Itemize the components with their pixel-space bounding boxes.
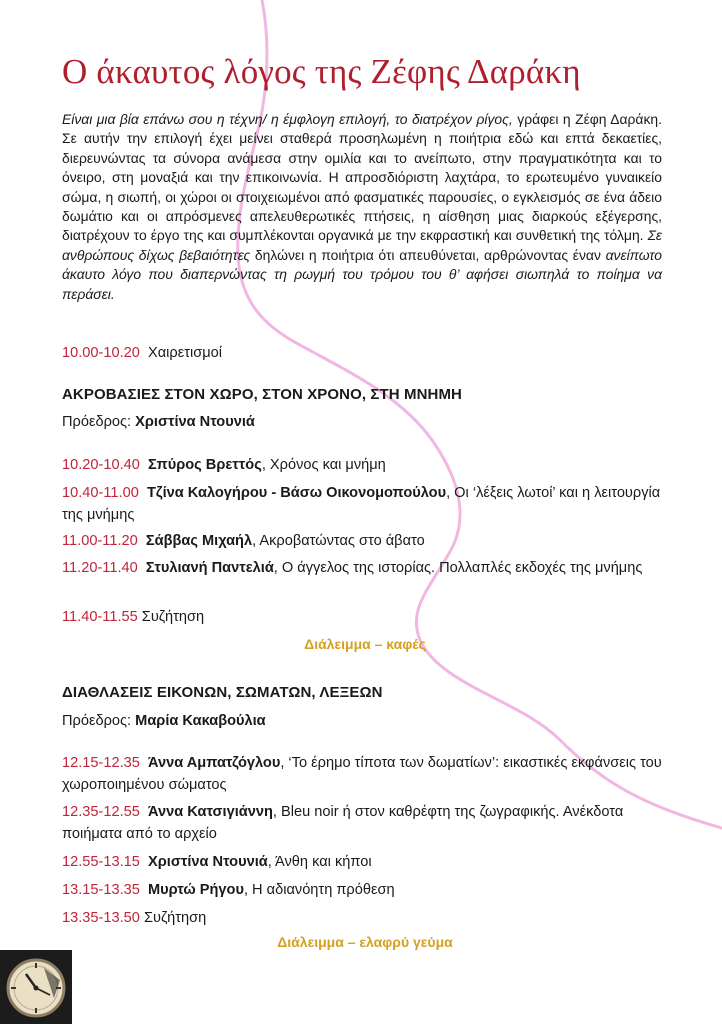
talk-title: , Ο άγγελος της ιστορίας. Πολλαπλές εκδοχές της μνήμης	[273, 560, 643, 576]
lunch-break: Διάλειμμα – ελαφρύ γεύμα	[277, 934, 453, 950]
intro-quote: Είναι μια βία επάνω σου η τέχνη/ η έμφλογη επιλογή, το διατρέχον ρίγος,	[62, 111, 513, 127]
intro-text-2: δηλώνει η ποιήτρια ότι απευθύνεται, αρθρώνοντας έναν	[250, 246, 601, 263]
talk-row	[62, 454, 672, 476]
talk-speaker: Σπύρος Βρεττός	[148, 457, 262, 473]
talk-title: , ‘Το έρημο τίποτα των δωματίων’: εικαστικές εκφάνσεις του χωροποιημένου σώματος	[62, 755, 662, 793]
talk-time: 12.35-12.55	[62, 804, 140, 820]
session-1-chair	[62, 414, 255, 430]
talk-speaker: Χριστίνα Ντουνιά	[148, 854, 268, 870]
intro-quote-2: Σε ανθρώπους δίχως βεβαιότητες	[62, 227, 663, 263]
session-2-heading: ΔΙΑΘΛΑΣΕΙΣ ΕΙΚΟΝΩΝ, ΣΩΜΑΤΩΝ, ΛΕΞΕΩΝ	[62, 684, 383, 701]
talk-time: 12.15-12.35	[62, 755, 140, 771]
discussion-row	[62, 606, 672, 628]
intro-text: γράφει η Ζέφη Δαράκη. Σε αυτήν την επιλογή έχει μείνει σταθερά προσηλωμένη η ποιήτρια εδώ και επτά δεκαετίες, διερευνώντας τα σύνορα ανάμεσα στην ομιλία και το ανείπωτο, στην πραγματικότητα και το όνειρο, στη μοναξιά και την επικοινωνία. Η απροσδιόριστη λαχτάρα, το ερωτευμένο γυναικείο σώμα, η σιωπή, οι χώροι οι στοιχειωμένοι από φασματικές παρουσίες, ο εγκλεισμός σε ένα άδειο δωμάτιο και οι απρόσμενες απελευθερωτικές πτήσεις, η αίσθηση μιας διαρκούς εξέγερσης, διατρέχουν το έργο της και συμπλέκονται οργανικά με την εκφραστική και συνθετική της τόλμη.	[62, 111, 662, 244]
talk-title: , Χρόνος και μνήμη	[261, 457, 386, 473]
talk-time: 11.40-11.55	[62, 609, 138, 625]
talk-row	[62, 851, 672, 873]
clock-icon	[0, 950, 72, 1024]
talk-title: , Ακροβατώντας στο άβατο	[252, 533, 425, 549]
talk-row	[62, 530, 672, 552]
talk-time: 11.00-11.20	[62, 533, 138, 549]
session-1-heading: ΑΚΡΟΒΑΣΙΕΣ ΣΤΟΝ ΧΩΡΟ, ΣΤΟΝ ΧΡΟΝΟ, ΣΤΗ ΜΝΗΜΗ	[62, 386, 462, 403]
talk-title: , Bleu noir ή στον καθρέφτη της ζωγραφικής. Ανέκδοτα ποιήματα από το αρχείο	[62, 804, 624, 842]
talk-title: , Η αδιανόητη πρόθεση	[243, 882, 395, 898]
talk-title: Συζήτηση	[143, 910, 207, 926]
chair-name: Χριστίνα Ντουνιά	[135, 414, 255, 430]
session-2-chair	[62, 713, 266, 729]
talk-time: 13.35-13.50	[62, 910, 140, 926]
coffee-break: Διάλειμμα – καφές	[304, 636, 426, 652]
talk-speaker: Στυλιανή Παντελιά	[145, 560, 274, 576]
talk-row	[62, 879, 672, 901]
welcome-label: Χαιρετισμοί	[148, 345, 223, 361]
intro-paragraph	[62, 110, 662, 304]
talk-row	[62, 482, 672, 526]
page-title: Ο άκαυτος λόγος της Ζέφης Δαράκη	[62, 52, 581, 91]
chair-label: Πρόεδρος:	[62, 713, 132, 729]
talk-time: 10.20-10.40	[62, 457, 140, 473]
chair-name: Μαρία Κακαβούλια	[135, 713, 266, 729]
talk-speaker: Άννα Αμπατζόγλου	[148, 755, 281, 771]
talk-row	[62, 752, 672, 796]
welcome-row	[62, 342, 672, 364]
talk-row	[62, 557, 672, 579]
talk-speaker: Σάββας Μιχαήλ	[145, 533, 253, 549]
intro-quote-3: ανείπωτο άκαυτο λόγο που διαπερνώντας τη ρωγμή του τρόμου του θ’ αφήσει σιωπηλά το ποίημα να περάσει.	[62, 246, 663, 302]
talk-title: , Οι ‘λέξεις λωτοί’ και η λειτουργία της μνήμης	[62, 485, 661, 523]
talk-time: 11.20-11.40	[62, 560, 138, 576]
talk-title: , Άνθη και κήποι	[267, 854, 372, 870]
chair-label: Πρόεδρος:	[62, 414, 132, 430]
talk-title: Συζήτηση	[141, 609, 205, 625]
talk-time: 10.40-11.00	[62, 485, 139, 501]
talk-time: 13.15-13.35	[62, 882, 140, 898]
talk-time: 12.55-13.15	[62, 854, 140, 870]
talk-speaker: Τζίνα Καλογήρου - Βάσω Οικονομοπούλου	[146, 485, 447, 501]
discussion-row	[62, 907, 672, 929]
talk-speaker: Άννα Κατσιγιάννη	[148, 804, 273, 820]
welcome-time: 10.00-10.20	[62, 345, 140, 361]
talk-row	[62, 801, 672, 845]
talk-speaker: Μυρτώ Ρήγου	[148, 882, 244, 898]
